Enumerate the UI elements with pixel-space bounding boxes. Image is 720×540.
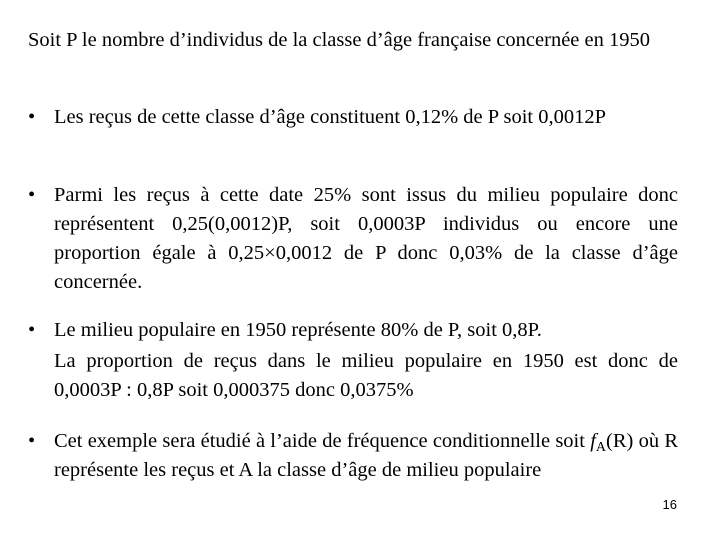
bullet-text [54, 427, 678, 485]
page-number: 16 [662, 497, 677, 512]
intro-paragraph: Soit P le nombre d’individus de la classe d’âge française concernée en 1950 [28, 29, 650, 51]
bullet-item-recus [28, 103, 678, 132]
bullet-item-milieu-populaire [28, 316, 678, 405]
bullet-text: Le milieu populaire en 1950 représente 80% de P, soit 0,8P. [54, 319, 542, 341]
bullet-dot: • [28, 184, 36, 206]
bullet-text: Parmi les reçus à cette date 25% sont issus du milieu populaire donc représentent 0,25(0,0012)P, soit 0,0003P individus ou encore une proportion égale à 0,25×0,0012 de P donc 0,03% de la classe d’âge concernée. [54, 184, 678, 293]
text-before: Cet exemple sera étudié à l’aide de fréquence conditionnelle soit [54, 430, 591, 452]
subscript-a: A [595, 440, 607, 455]
bullet-dot: • [28, 106, 36, 128]
f-symbol: f [590, 430, 596, 452]
bullet-item-parmi-les-recus [28, 181, 678, 297]
bullet-continuation: La proportion de reçus dans le milieu populaire en 1950 est donc de 0,0003P : 0,8P soit 0,000375 donc 0,0375% [54, 350, 678, 401]
bullet-item-exemple [28, 427, 678, 485]
text-after: (R) où R représente les reçus et A la classe d’âge de milieu populaire [54, 430, 678, 481]
bullet-dot: • [28, 319, 36, 341]
bullet-dot: • [28, 430, 36, 452]
bullet-text: Les reçus de cette classe d’âge constituent 0,12% de P soit 0,0012P [54, 106, 607, 128]
